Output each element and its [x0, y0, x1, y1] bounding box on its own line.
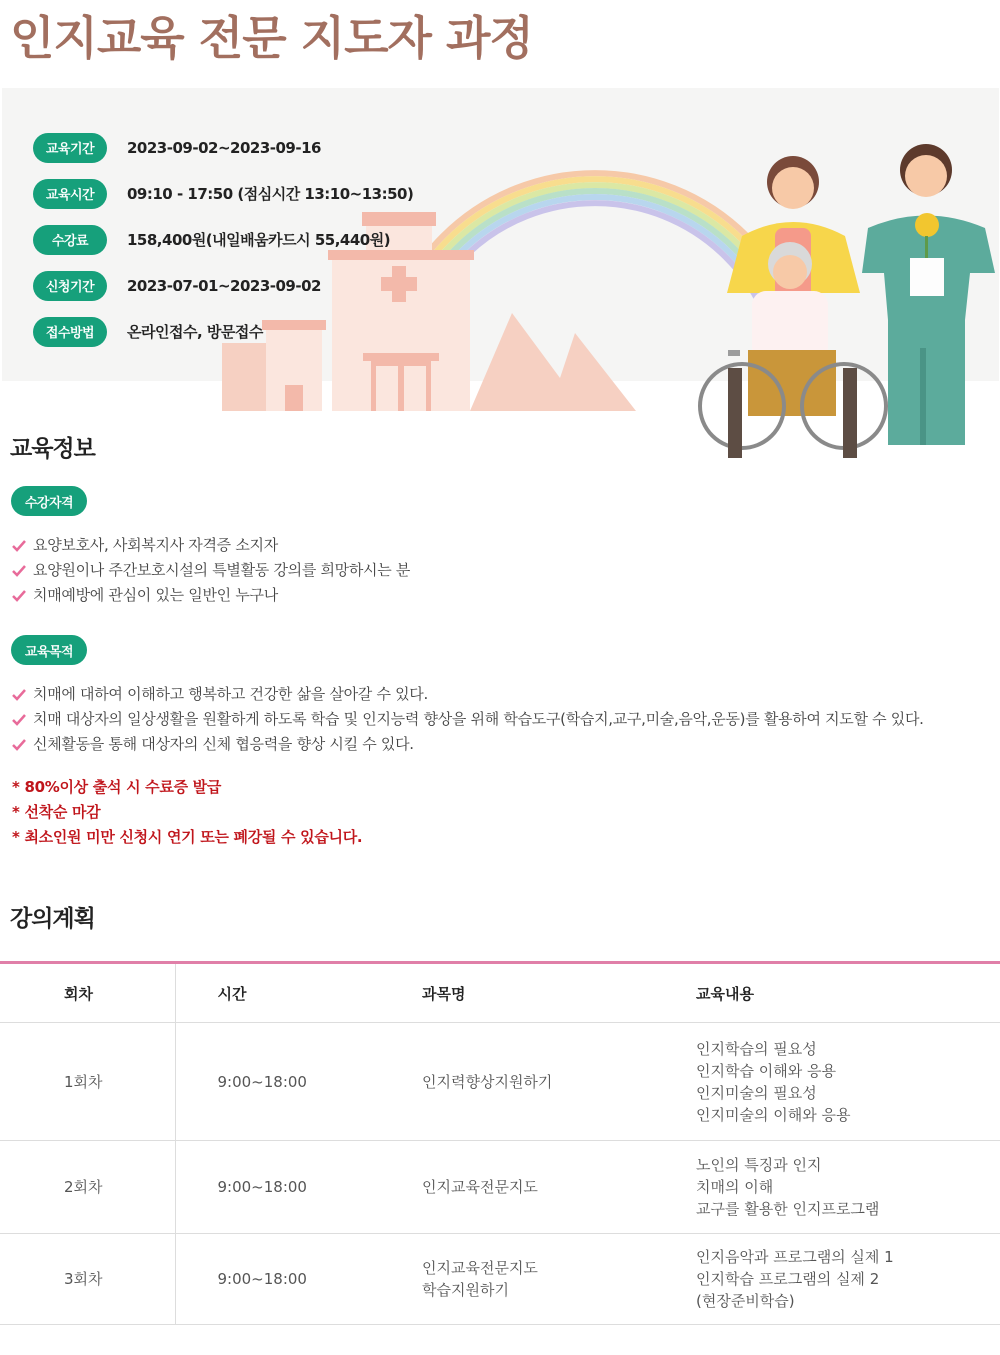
table-row: [0, 1023, 1000, 1141]
session-cell: 1회차: [0, 1023, 175, 1141]
subject-line: 인지력향상지원하기: [422, 1072, 553, 1091]
plan-table: [0, 961, 1000, 1325]
check-icon: [12, 564, 26, 578]
summary-row-fee: [33, 222, 413, 257]
summary-label: 교육시간: [33, 179, 107, 209]
mountain-graphic: [470, 313, 636, 411]
course-summary: [33, 130, 413, 360]
session-cell: 2회차: [0, 1141, 175, 1234]
list-item: [12, 732, 924, 757]
content-cell: [654, 1023, 1000, 1141]
list-item: [12, 533, 410, 558]
summary-label: 수강료: [33, 225, 107, 255]
check-icon: [12, 589, 26, 603]
page-title: 인지교육 전문 지도자 과정: [10, 11, 533, 65]
notice-item: * 최소인원 미만 신청시 연기 또는 폐강될 수 있습니다.: [12, 828, 363, 846]
notice-item: * 80%이상 출석 시 수료증 발급: [12, 778, 222, 796]
content-line: 인지학습 프로그램의 실제 2: [696, 1270, 880, 1288]
table-row: [0, 1141, 1000, 1234]
column-header: 시간: [175, 963, 380, 1023]
purpose-list: [12, 682, 924, 757]
check-icon: [12, 688, 26, 702]
summary-label: 신청기간: [33, 271, 107, 301]
subject-cell: [380, 1141, 654, 1234]
summary-value: 158,400원(내일배움카드시 55,440원): [127, 231, 391, 249]
list-item: [12, 558, 410, 583]
subject-line: 인지교육전문지도: [422, 1259, 538, 1277]
content-line: 인지미술의 이해와 응용: [696, 1105, 851, 1124]
list-item-text: 요양원이나 주간보호시설의 특별활동 강의를 희망하시는 분: [33, 561, 411, 579]
time-cell: 9:00~18:00: [175, 1023, 380, 1141]
check-icon: [12, 539, 26, 553]
content-line: 인지음악과 프로그램의 실제 1: [696, 1248, 894, 1266]
content-line: 노인의 특징과 인지: [696, 1156, 822, 1174]
content-line: 교구를 활용한 인지프로그램: [696, 1200, 880, 1218]
list-item: [12, 583, 410, 608]
list-item-text: 치매 대상자의 일상생활을 원활하게 하도록 학습 및 인지능력 향상을 위해 학습도구(학습지,교구,미술,음악,운동)를 활용하여 지도할 수 있다.: [33, 710, 924, 728]
summary-row-method: [33, 314, 413, 349]
column-header: 회차: [0, 963, 175, 1023]
summary-label: 접수방법: [33, 317, 107, 347]
content-cell: [654, 1141, 1000, 1234]
subject-cell: [380, 1023, 654, 1141]
column-header: 과목명: [380, 963, 654, 1023]
wheelchair-figure: [700, 242, 886, 458]
summary-row-period: [33, 130, 413, 165]
content-line: 치매의 이해: [696, 1178, 774, 1196]
session-cell: 3회차: [0, 1234, 175, 1325]
content-line: 인지미술의 필요성: [696, 1083, 817, 1102]
qualification-list: [12, 533, 410, 608]
subject-cell: [380, 1234, 654, 1325]
check-icon: [12, 713, 26, 727]
list-item-text: 치매예방에 관심이 있는 일반인 누구나: [33, 586, 278, 604]
time-cell: 9:00~18:00: [175, 1234, 380, 1325]
plan-title: 강의계획: [10, 906, 95, 932]
edu-info-title: 교육정보: [10, 436, 95, 462]
summary-value: 2023-07-01~2023-09-02: [127, 276, 321, 295]
notice-list: [12, 775, 362, 850]
list-item: [12, 682, 924, 707]
purpose-badge: 교육목적: [11, 635, 87, 665]
summary-row-application: [33, 268, 413, 303]
table-header-row: [0, 963, 1000, 1023]
summary-value: 2023-09-02~2023-09-16: [127, 138, 321, 157]
content-cell: [654, 1234, 1000, 1325]
check-icon: [12, 738, 26, 752]
content-line: 인지학습의 필요성: [696, 1039, 817, 1058]
subject-line: 학습지원하기: [422, 1281, 509, 1299]
content-line: (현장준비학습): [696, 1292, 795, 1310]
list-item-text: 신체활동을 통해 대상자의 신체 협응력을 향상 시킬 수 있다.: [33, 735, 414, 753]
summary-label: 교육기간: [33, 133, 107, 163]
summary-row-time: [33, 176, 413, 211]
list-item-text: 치매에 대하여 이해하고 행복하고 건강한 삶을 살아갈 수 있다.: [33, 685, 428, 703]
summary-value: 09:10 - 17:50 (점심시간 13:10~13:50): [127, 185, 414, 203]
summary-value: 온라인접수, 방문접수: [127, 323, 263, 341]
nurse-figure: [862, 144, 995, 445]
subject-line: 인지교육전문지도: [422, 1178, 538, 1196]
time-cell: 9:00~18:00: [175, 1141, 380, 1234]
notice-item: * 선착순 마감: [12, 803, 101, 821]
hero-banner: [0, 88, 1000, 460]
column-header: 교육내용: [654, 963, 1000, 1023]
table-row: [0, 1234, 1000, 1325]
list-item-text: 요양보호사, 사회복지사 자격증 소지자: [33, 536, 278, 554]
content-line: 인지학습 이해와 응용: [696, 1061, 836, 1080]
list-item: [12, 707, 924, 732]
qualification-badge: 수강자격: [11, 486, 87, 516]
